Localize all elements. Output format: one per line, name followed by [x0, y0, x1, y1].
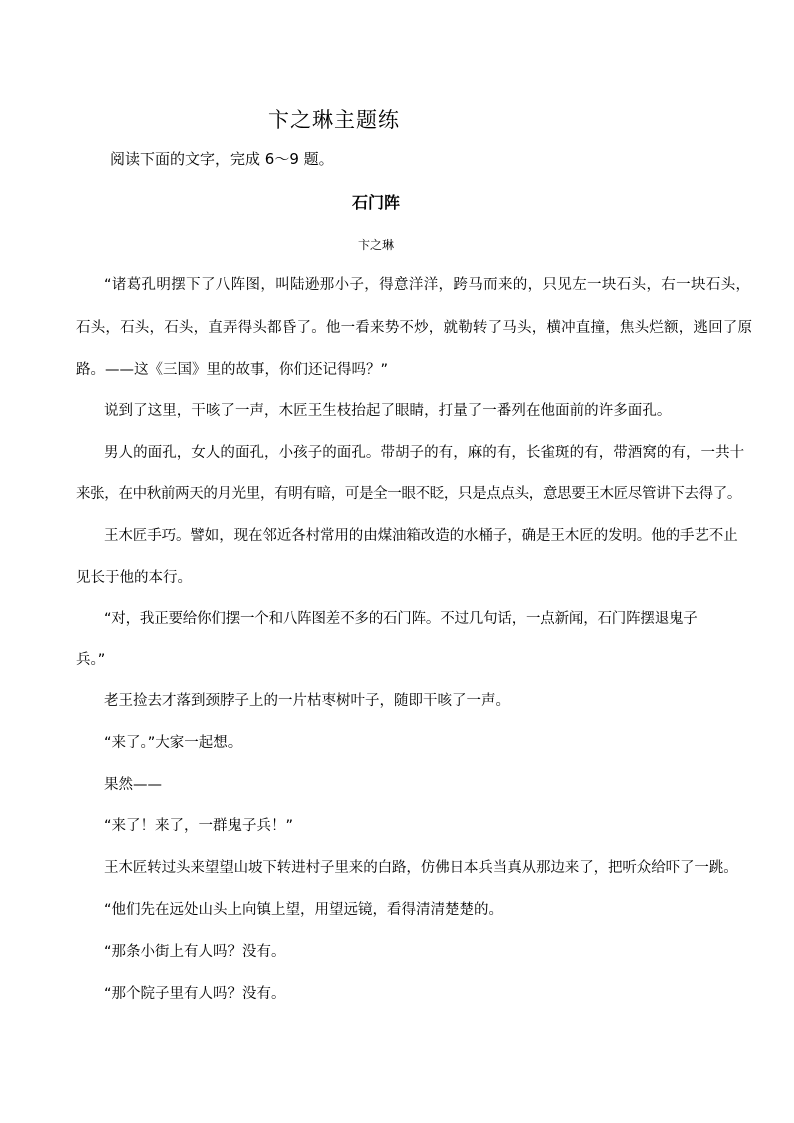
text-line: 见长于他的本行。 — [76, 570, 192, 586]
text-line: 果然—— — [104, 777, 162, 793]
text-line: “来了。”大家一起想。 — [104, 735, 243, 751]
page-title: 卞之琳主题练 — [268, 108, 400, 132]
text-line: 说到了这里，干咳了一声，木匠王生枝抬起了眼睛，打量了一番列在他面前的许多面孔。 — [104, 403, 672, 419]
text-line: 老王捡去才落到颈脖子上的一片枯枣树叶子，随即干咳了一声。 — [104, 693, 510, 709]
text-line: 王木匠转过头来望望山坡下转进村子里来的白路，仿佛日本兵当真从那边来了，把听众给吓了一跳。 — [104, 860, 738, 876]
instruction-text: 阅读下面的文字，完成 6～9 题。 — [110, 150, 334, 168]
text-line: 石头，石头，石头，直弄得头都昏了。他一看来势不炒，就勒转了马头，横冲直撞，焦头烂额，逃回了原 — [76, 320, 753, 336]
text-line: “来了！来了，一群鬼子兵！” — [104, 818, 294, 834]
text-line: 男人的面孔，女人的面孔，小孩子的面孔。带胡子的有，麻的有，长雀斑的有，带酒窝的有，一共十 — [104, 445, 745, 461]
text-line: 来张，在中秋前两天的月光里，有明有暗，可是全一眼不眨，只是点点头，意思要王木匠尽管讲下去得了。 — [76, 486, 742, 502]
text-line: “那条小街上有人吗？没有。 — [104, 944, 286, 960]
text-line: 路。——这《三国》里的故事，你们还记得吗？” — [76, 362, 389, 378]
text-line: “对，我正要给你们摆一个和八阵图差不多的石门阵。不过几句话，一点新闻，石门阵摆退鬼子 — [104, 611, 698, 627]
text-line: 兵。” — [76, 652, 106, 668]
text-line: “那个院子里有人吗？没有。 — [104, 986, 286, 1002]
text-line: “诸葛孔明摆下了八阵图，叫陆逊那小子，得意洋洋，跨马而来的，只见左一块石头，右一块石头， — [104, 277, 751, 293]
text-line: 王木匠手巧。譬如，现在邻近各村常用的由煤油箱改造的水桶子，确是王木匠的发明。他的手艺不止 — [104, 528, 738, 544]
article-author: 卞之琳 — [357, 238, 394, 252]
article-title: 石门阵 — [351, 193, 400, 212]
text-line: “他们先在远处山头上向镇上望，用望远镜，看得清清楚楚的。 — [104, 902, 504, 918]
